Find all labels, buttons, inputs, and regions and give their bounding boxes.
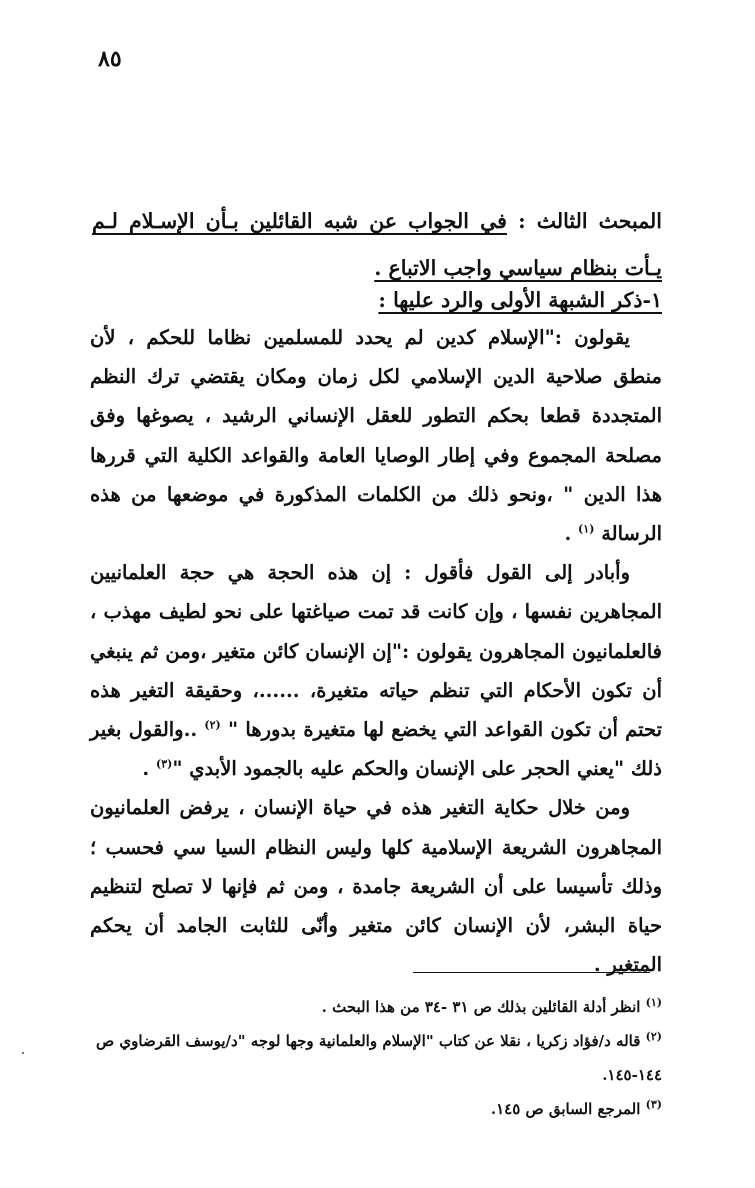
paragraph-1 <box>90 318 662 553</box>
footnotes <box>96 990 662 1126</box>
footnote-ref-1: (١) <box>578 522 595 536</box>
paragraph-1-tail: . <box>564 522 579 546</box>
body-text <box>90 318 662 984</box>
section-heading-prefix: المبحث الثالث : <box>506 209 662 233</box>
footnote-ref-2: (٢) <box>204 718 221 732</box>
paragraph-2-mid: ..والقول بغير ذلك "يعني الحجر على الإنسان والحكم عليه بالجمود الأبدي " <box>90 718 662 781</box>
paragraph-3 <box>90 788 662 984</box>
paragraph-2-text: وأبادر إلى القول فأقول : إن هذه الحجة هي حجة العلمانيين المجاهرين نفسها ، وإن كانت قد تمت صياغتها على نحو لطيف مهذب ، فالعلمانيون المجاهرون يقولون :"إن الإنسان كائن متغير ،ومن ثم ينبغي أن تكون الأحكام التي تنظم حياته متغيرة، ......، وحقيقة التغير هذه تحتم أن تكون القواعد التي يخضع لها متغيرة بدورها " <box>90 561 663 742</box>
footnote-3 <box>96 1092 662 1126</box>
footnote-3-text: المرجع السابق ص ١٤٥. <box>490 1100 646 1118</box>
paragraph-1-text: يقولون :"الإسلام كدين لم يحدد للمسلمين نظاما للحكم ، لأن منطق صلاحية الدين الإسلامي لكل زمان ومكان يقتضي ترك النظم المتجددة قطعا بحكم التطور للعقل الإنساني الرشيد ، يصوغها وفق مصلحة المجموع وفي إطار الوصايا العامة والقواعد الكلية التي قررها هذا الدين " ،ونحو ذلك من الكلمات المذكورة في موضعها من هذه الرسالة <box>90 326 662 546</box>
paragraph-3-text: ومن خلال حكاية التغير هذه في حياة الإنسان ، يرفض العلمانيون المجاهرون الشريعة الإسلامية كلها وليس النظام السيا سي فحسب ؛ وذلك تأسيسا على أن الشريعة جامدة ، ومن ثم فإنها لا تصلح لتنظيم حياة البشر، لأن الإنسان كائن متغير وأنّى للثابت الجامد أن يحكم المتغير . <box>90 796 662 977</box>
footnote-3-mark: (٣) <box>645 1098 662 1111</box>
footnote-1-text: انظر أدلة القائلين بذلك ص ٣١ -٣٤ من هذا البحث . <box>321 998 646 1016</box>
subsection-heading: ١-ذكر الشبهة الأولى والرد عليها : <box>378 288 662 312</box>
section-heading-title: في الجواب عن شبه القائلين بـأن الإسـلام لـم يـأت بنظام سياسي واجب الاتباع . <box>92 209 662 280</box>
footnote-separator <box>413 972 650 973</box>
footnote-1 <box>96 990 662 1024</box>
scan-speck <box>22 1052 24 1054</box>
footnote-2-mark: (٢) <box>645 1030 662 1043</box>
paragraph-2-tail: . <box>142 757 156 781</box>
footnote-2 <box>96 1024 662 1092</box>
section-heading <box>92 198 662 292</box>
footnote-ref-3: (٣) <box>155 757 173 771</box>
page-number: ٨٥ <box>98 46 122 72</box>
footnote-2-text: قاله د/فؤاد زكريا ، نقلا عن كتاب "الإسلام والعلمانية وجها لوجه "د/يوسف القرضاوي ص ١٤٤-١٤٥. <box>96 1032 662 1084</box>
paragraph-2 <box>90 553 662 788</box>
footnote-1-mark: (١) <box>645 996 662 1009</box>
